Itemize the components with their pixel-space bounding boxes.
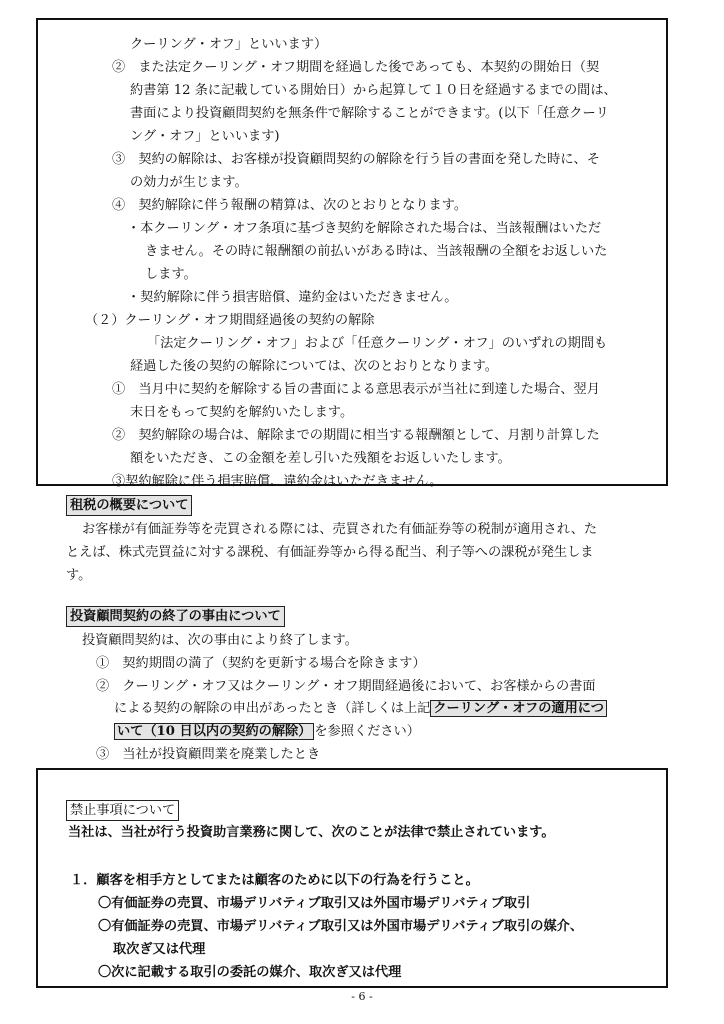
termination-item-text: を参照ください） [314,724,420,739]
termination-item: ② クーリング・オフ又はクーリング・オフ期間経過後において、お客様からの書面 [96,679,596,694]
termination-item-continued [114,698,607,720]
termination-intro: 投資顧問契約は、次の事由により終了します。 [82,633,358,648]
box1-line: ② また法定クーリング・オフ期間を経過した後であっても、本契約の開始日（契 [112,60,600,75]
box1-line: 経過した後の契約の解除については、次のとおりとなります。 [130,359,498,374]
prohibited-item: １．顧客を相手方としてまたは顧客のために以下の行為を行うこと。 [70,873,479,888]
box1-line: ング・オフ」といいます) [130,129,280,144]
termination-item-continued [114,721,420,743]
cooling-off-reference-link[interactable]: いて（10 日以内の契約の解除） [114,723,314,740]
prohibited-subitem-continued: 取次ぎ又は代理 [113,942,206,957]
tax-section-heading: 租税の概要について [66,495,192,516]
box1-line: クーリング・オフ」といいます） [130,37,328,52]
tax-paragraph-line: す。 [66,568,92,583]
prohibited-subitem: 〇有価証券の売買、市場デリバティブ取引又は外国市場デリバティブ取引 [98,896,531,911]
box1-line: ・契約解除に伴う損害賠償、違約金はいただきません。 [127,290,458,305]
prohibited-subitem: 〇有価証券の売買、市場デリバティブ取引又は外国市場デリバティブ取引の媒介、 [98,919,584,934]
termination-item: ③ 当社が投資顧問業を廃業したとき [96,747,321,762]
box1-line: ④ 契約解除に伴う報酬の精算は、次のとおりとなります。 [112,198,468,213]
prohibited-intro: 当社は、当社が行う投資助言業務に関して、次のことが法律で禁止されています。 [68,825,555,840]
page-number: - 6 - [351,990,373,1003]
box1-line: 額をいただき、この金額を差し引いた残額をお返しいたします。 [130,451,511,466]
box1-line: 末日をもって契約を解約いたします。 [130,405,354,420]
box1-line: ① 当月中に契約を解除する旨の書面による意思表示が当社に到達した場合、翌月 [112,382,600,397]
tax-paragraph-line: とえば、株式売買益に対する課税、有価証券等から得る配当、利子等への課税が発生しま [66,545,594,560]
box1-section-heading: （２）クーリング・オフ期間経過後の契約の解除 [85,313,375,328]
box1-line: 書面により投資顧問契約を無条件で解除することができます。(以下「任意クーリ [130,106,609,121]
box1-line: ③契約解除に伴う損害賠償、違約金はいただきません。 [112,474,443,489]
box1-line: 約書第 12 条に記載している開始日）から起算して１０日を経過するまでの間は、 [130,83,617,98]
cooling-off-reference-link[interactable]: クーリング・オフの適用につ [430,700,607,717]
termination-section-heading: 投資顧問契約の終了の事由について [66,606,285,627]
tax-paragraph-line: お客様が有価証券等を売買される際には、売買された有価証券等の税制が適用され、た [82,522,598,537]
prohibited-section-heading: 禁止事項について [66,800,179,821]
box1-line: します。 [145,267,197,282]
termination-item: ① 契約期間の満了（契約を更新する場合を除きます） [96,656,426,671]
box1-line: ② 契約解除の場合は、解除までの期間に相当する報酬額として、月割り計算した [112,428,600,443]
box1-line: ・本クーリング・オフ条項に基づき契約を解除された場合は、当該報酬はいただ [127,221,602,236]
box1-line: きません。その時に報酬額の前払いがある時は、当該報酬の全額をお返しいた [145,244,608,259]
box1-line: ③ 契約の解除は、お客様が投資顧問契約の解除を行う旨の書面を発した時に、そ [112,152,600,167]
termination-item-text: による契約の解除の申出があったとき（詳しくは上記 [114,701,431,716]
prohibited-subitem: 〇次に記載する取引の委託の媒介、取次ぎ又は代理 [98,965,402,980]
box1-line: 「法定クーリング・オフ」および「任意クーリング・オフ」のいずれの期間も [147,336,608,351]
box1-line: の効力が生じます。 [130,175,248,190]
